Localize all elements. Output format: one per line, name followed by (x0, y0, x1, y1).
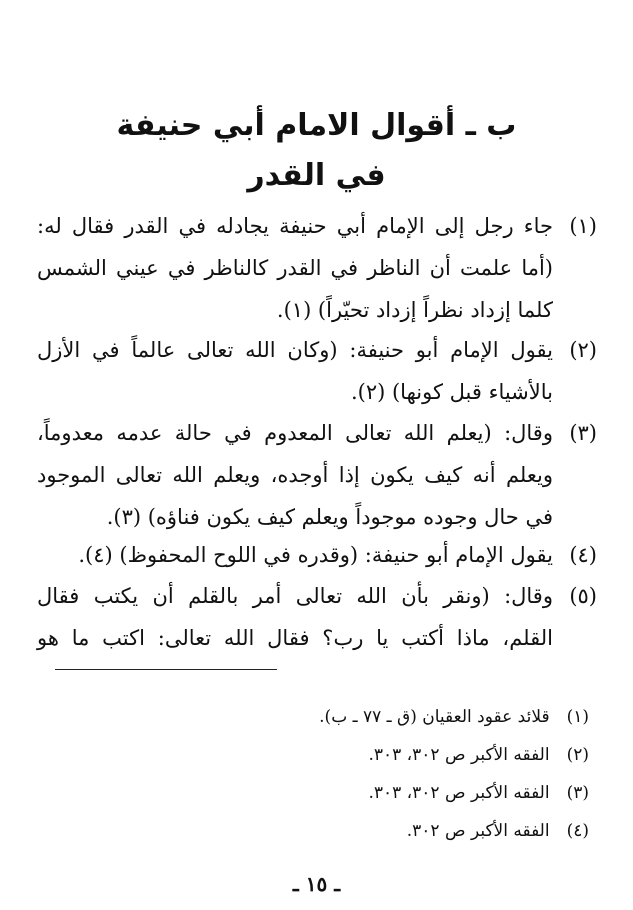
page-number: ـ ١٥ ـ (292, 872, 341, 896)
paragraph-line: بالأشياء قبل كونها) (٢). (350, 380, 553, 404)
paragraph-2 (37, 329, 597, 413)
paragraph-number: (٢) (569, 338, 597, 362)
footnote (189, 774, 589, 812)
section-subtitle: في القدر (247, 158, 386, 193)
footnote-number: (١) (566, 707, 589, 727)
paragraph-number: (٣) (569, 421, 597, 445)
paragraph-number: (١) (569, 214, 597, 238)
paragraph-line: كلما إزداد نظراً إزداد تحيّراً) (١). (276, 298, 553, 322)
paragraph-line: (٢) يقول الإمام أبو حنيفة: (وكان الله تعالى عالماً في الأزل (37, 329, 597, 371)
paragraph-number: (٥) (569, 584, 597, 608)
paragraph-line: (١) جاء رجل إلى الإمام أبي حنيفة يجادله في القدر فقال له: (37, 205, 597, 247)
footnote-text: الفقه الأكبر ص ٣٠٢، ٣٠٣. (368, 745, 550, 765)
paragraph-4 (37, 534, 597, 576)
paragraph-1 (37, 205, 597, 331)
footnote-text: قلائد عقود العقيان (ق ـ ٧٧ ـ ب). (319, 707, 550, 727)
paragraph-3 (37, 412, 597, 538)
footnote-number: (٤) (566, 821, 589, 841)
section-title: ب ـ أقوال الامام أبي حنيفة (116, 108, 517, 143)
footnote-number: (٢) (566, 745, 589, 765)
paragraph-line: (٥) وقال: (ونقر بأن الله تعالى أمر بالقلم أن يكتب فقال (37, 575, 597, 617)
paragraph-5 (37, 575, 597, 659)
footnote (189, 736, 589, 774)
footnotes (189, 698, 589, 850)
footnote (189, 812, 589, 850)
paragraph-line: في حال وجوده موجوداً ويعلم كيف يكون فناؤه) (٣). (106, 505, 553, 529)
footnote-text: الفقه الأكبر ص ٣٠٢، ٣٠٣. (368, 783, 550, 803)
paragraph-line: (٣) وقال: (يعلم الله تعالى المعدوم في حالة عدمه معدوماً، (37, 412, 597, 454)
paragraph-number: (٤) (569, 543, 597, 567)
footnote-text: الفقه الأكبر ص ٣٠٢. (406, 821, 550, 841)
footnote-separator (55, 669, 277, 670)
paragraph-line: (٤) يقول الإمام أبو حنيفة: (وقدره في اللوح المحفوظ) (٤). (37, 534, 597, 576)
footnote-number: (٣) (566, 783, 589, 803)
paragraph-line: القلم، ماذا أكتب يا رب؟ فقال الله تعالى: اكتب ما هو (37, 626, 553, 650)
paragraph-line: (أما علمت أن الناظر في القدر كالناظر في عيني الشمس (37, 256, 553, 280)
footnote (189, 698, 589, 736)
paragraph-line: ويعلم أنه كيف يكون إذا أوجده، ويعلم الله تعالى الموجود (37, 463, 553, 487)
